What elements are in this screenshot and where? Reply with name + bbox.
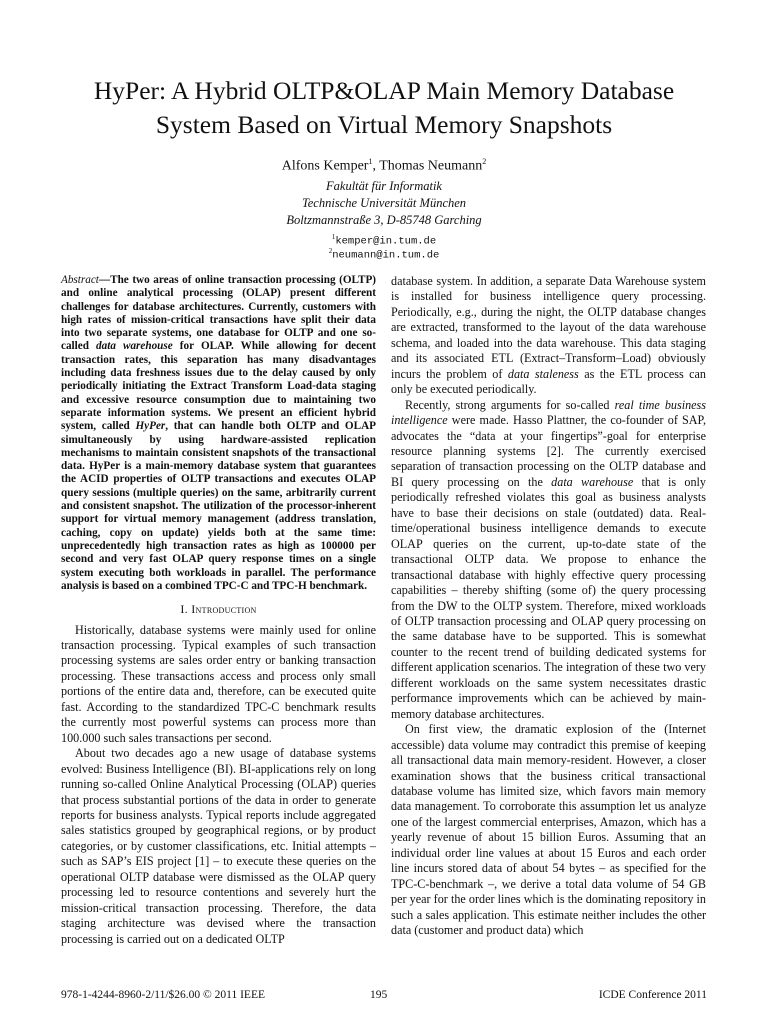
email-mark: 2 bbox=[328, 247, 333, 255]
footer-venue: ICDE Conference 2011 bbox=[598, 989, 707, 1001]
section-title: Introduction bbox=[191, 602, 257, 617]
abstract-dash: — bbox=[98, 274, 111, 286]
abstract bbox=[61, 274, 376, 593]
footer-copyright: 978-1-4244-8960-2/11/$26.00 © 2011 IEEE bbox=[61, 989, 265, 1001]
author-name: Thomas Neumann bbox=[379, 158, 483, 174]
body-text: were made. Hasso Plattner, the co-founder of SAP, advocates the “data at your fingertips”-goal for enterprise resource planning systems [2]. The currently exercised separation of transaction processing on the OLTP database and BI query processing on the bbox=[391, 413, 706, 489]
body-paragraph: On first view, the dramatic explosion of the (Internet accessible) data volume may contradict this premise of keeping all transactional data main memory-resident. However, a closer examination shows that the business critical transactional database volume has limited size, which favors main memory data management. To corroborate this assumption let us analyze one of the largest commercial enterprises, Amazon, which has a yearly revenue of about 15 billion Euros. Assuming that an individual order line values at about 15 Euros and each order line incurs stored data of about 54 bytes – as specified for the TPC-C-benchmark –, we derive a total data volume of 54 GB per year for the order lines which is the dominating repository in such a sales application. This estimate neither includes the other data (customer and product data) which bbox=[391, 722, 706, 938]
author-affil-mark: 1 bbox=[368, 157, 373, 166]
title-line-2: System Based on Virtual Memory Snapshots bbox=[155, 110, 613, 139]
abstract-emphasis: HyPer bbox=[135, 420, 166, 433]
email-address: neumann@in.tum.de bbox=[332, 249, 440, 262]
email-line bbox=[40, 244, 728, 263]
body-text: Recently, strong arguments for so-called bbox=[405, 397, 615, 412]
body-text: as the ETL process can only be executed periodically. bbox=[391, 366, 706, 397]
author-affil-mark: 2 bbox=[482, 157, 487, 166]
affiliation-line: Fakultät für Informatik bbox=[326, 179, 442, 193]
affiliation-line: Technische Universität München bbox=[301, 196, 467, 210]
abstract-text: , that can handle both OLTP and OLAP simultaneously by using hardware-assisted replication mechanisms to maintain consistent snapshots of the transactional data. HyPer is a main-memory database system that guarantees the ACID properties of OLTP transactions and executes OLAP query sessions (multiple queries) on the same, arbitrarily current and consistent snapshot. The utilization of the processor-inherent support for virtual memory management (address translation, caching, copy on update) yields both at the same time: unprecedentedly high transaction rates as high as 100000 per second and very fast OLAP query response times on a single system executing both workloads in parallel. The performance analysis is based on a combined TPC-C and TPC-H benchmark. bbox=[61, 420, 377, 592]
email-mark: 1 bbox=[331, 233, 336, 241]
section-number: I. bbox=[180, 602, 192, 617]
affiliation-line: Boltzmannstraße 3, D-85748 Garching bbox=[286, 213, 482, 227]
footer-page-number: 195 bbox=[370, 989, 388, 1001]
body-emphasis: data staleness bbox=[507, 366, 579, 381]
body-emphasis: data warehouse bbox=[551, 474, 634, 489]
body-paragraph: Historically, database systems were mainly used for online transaction processing. Typical examples of such transaction processing systems are sales order entry or banking transaction processing. These transactions access and process only small portions of the entire data and, therefore, can be executed quite fast. According to the standardized TPC-C benchmark results the currently most powerful systems can process more than 100.000 such sales transactions per second. bbox=[61, 622, 376, 745]
email-address: kemper@in.tum.de bbox=[335, 235, 437, 248]
body-paragraph bbox=[391, 398, 706, 723]
body-paragraph: About two decades ago a new usage of database systems evolved: Business Intelligence (BI). BI-applications rely on long running so-called Online Analytical Processing (OLAP) queries that process substantial portions of the data in order to generate reports for business analysts. Typical reports include aggregated sales statistics grouped by geographical regions, or by product categories, or by customer classifications, etc. Initial attempts – such as SAP’s EIS project [1] – to execute these queries on the operational OLTP database were dismissed as the OLAP query processing led to resource contentions and severely hurt the mission-critical transaction processing. Therefore, the data staging architecture was devised where the transaction processing is carried out on a dedicated OLTP bbox=[61, 746, 376, 946]
abstract-emphasis: data warehouse bbox=[96, 340, 173, 353]
author-name: Alfons Kemper bbox=[281, 158, 369, 174]
section-heading bbox=[61, 602, 376, 617]
left-column bbox=[61, 274, 376, 947]
abstract-label: Abstract bbox=[61, 274, 99, 286]
abstract-text: The two areas of online transaction processing (OLTP) and online analytical processing (OLAP) present different challenges for database architectures. Currently, customers with high rates of mission-critical transactions have split their data into two separate systems, one database for OLTP and one so-called bbox=[61, 274, 376, 353]
body-text: that is only periodically refreshed violates this goal as business analysts have to base their decisions on stale (outdated) data. Real-time/operational business intelligence demands to execute OLAP queries on the current, up-to-date state of the transactional OLTP data. We propose to enhance the transactional database with highly effective query processing capabilities – thereby shifting (some of) the query processing from the DW to the OLTP system. Therefore, mixed workloads of OLTP transaction processing and OLAP query processing on the same database have to be supported. This is somewhat counter to the recent trend of building dedicated systems for different application scenarios. The integration of these two very different workloads on the same system necessitates drastic performance improvements which can be achieved by main-memory database architectures. bbox=[391, 474, 706, 721]
author-list bbox=[40, 153, 728, 176]
body-paragraph bbox=[391, 274, 706, 398]
paper-title bbox=[40, 74, 728, 142]
affiliation bbox=[40, 178, 728, 229]
right-column bbox=[391, 274, 706, 938]
author-separator: , bbox=[372, 158, 380, 174]
title-line-1: HyPer: A Hybrid OLTP&OLAP Main Memory Database bbox=[93, 76, 675, 105]
body-emphasis: real time business intelligence bbox=[391, 397, 706, 428]
body-text: database system. In addition, a separate Data Warehouse system is installed for business intelligence query processing. Periodically, e.g., during the night, the OLTP database changes are extracted, transformed to the layout of the data warehouse schema, and loaded into the data warehouse. This data staging and its associated ETL (Extract–Transform–Load) obviously incurs the problem of bbox=[391, 274, 706, 381]
abstract-text: for OLAP. While allowing for decent transaction rates, this separation has many disadvantages including data freshness issues due to the delay caused by only periodically initiating the Extract Transform Load-data staging and excessive resource consumption due to maintaining two separate information systems. We present an efficient hybrid system, called bbox=[61, 340, 377, 433]
